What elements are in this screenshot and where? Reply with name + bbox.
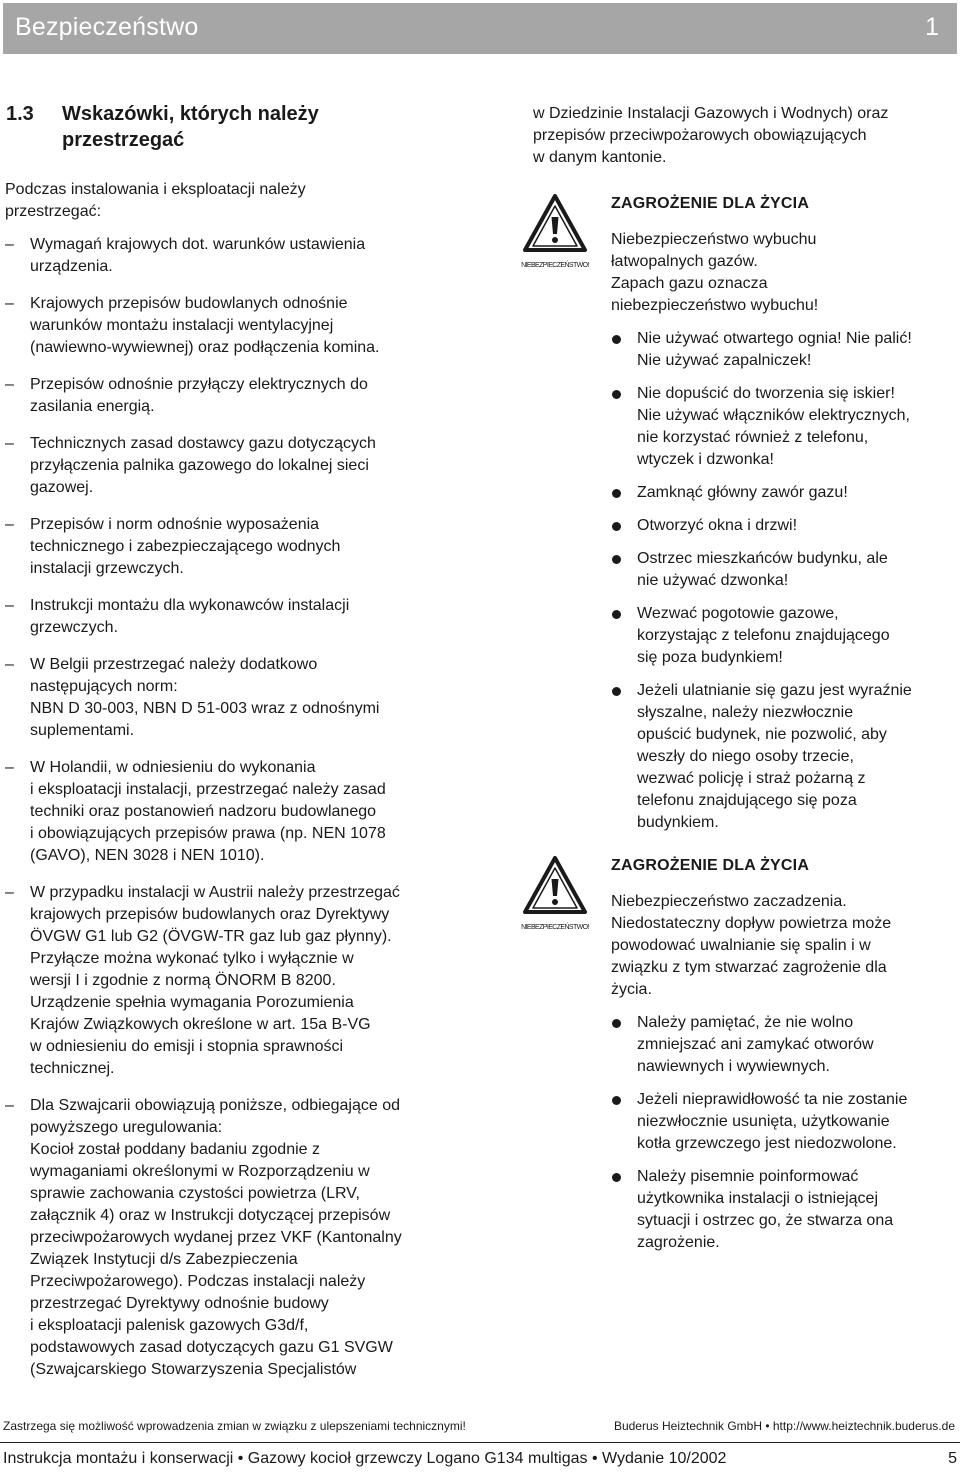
text-line: w Dziedzinie Instalacji Gazowych i Wodnych) oraz <box>533 105 889 122</box>
text-line: Jeżeli ulatnianie się gazu jest wyraźnie <box>637 682 912 699</box>
text-line: i eksploatacji palenisk gazowych G3d/f, <box>30 1317 309 1334</box>
dash-marker: – <box>5 295 14 312</box>
bullet-icon <box>612 522 621 531</box>
text-line: korzystając z telefonu znajdującego <box>637 627 890 644</box>
text-line: suplementami. <box>30 722 135 739</box>
text-line: Kocioł został poddany badaniu zgodnie z <box>30 1141 320 1158</box>
footer-note: Zastrzega się możliwość wprowadzenia zmian w związku z ulepszeniami technicznymi! <box>3 1419 466 1433</box>
text-line: Przepisów i norm odnośnie wyposażenia <box>30 516 320 533</box>
dash-marker: – <box>5 376 14 393</box>
instruction-text <box>637 517 797 534</box>
text-line: technicznego i zabezpieczającego wodnych <box>30 538 341 555</box>
chapter-number: 1 <box>925 13 939 41</box>
text-line: w odniesieniu do emisji i stopnia sprawności <box>30 1038 344 1055</box>
text-line: i eksploatacji instalacji, przestrzegać należy zasad <box>30 781 386 798</box>
text-line: wymaganiami określonymi w Rozporządzeniu w <box>30 1163 370 1180</box>
text-line: życia. <box>611 981 652 998</box>
text-line: następujących norm: <box>30 678 178 695</box>
text-line: Nie używać włączników elektrycznych, <box>637 407 910 424</box>
text-line: telefonu znajdującego się poza <box>637 792 857 809</box>
dash-marker: – <box>5 597 14 614</box>
text-line: Zapach gazu oznacza <box>611 275 768 292</box>
dash-marker: – <box>5 435 14 452</box>
text-line: Nie dopuścić do tworzenia się iskier! <box>637 385 895 402</box>
instruction-item <box>611 1089 951 1155</box>
text-line: Niedostateczny dopływ powietrza może <box>611 915 892 932</box>
requirement-text <box>30 884 400 1077</box>
text-line: Związek Instytucji d/s Zabezpieczenia <box>30 1251 298 1268</box>
text-line: Przepisów odnośnie przyłączy elektrycznych do <box>30 376 368 393</box>
text-line: kotła grzewczego jest niedozwolone. <box>637 1135 897 1152</box>
text-line: związku z tym stwarzać zagrożenie dla <box>611 959 887 976</box>
text-line: W Belgii przestrzegać należy dodatkowo <box>30 656 318 673</box>
instruction-item <box>611 548 951 592</box>
text-line: podstawowych zasad dotyczących gazu G1 SVGW <box>30 1339 393 1356</box>
text-line: powodować uwalnianie się spalin i w <box>611 937 871 954</box>
requirement-text <box>30 597 349 636</box>
dash-marker: – <box>5 759 14 776</box>
requirements-list <box>5 234 465 1396</box>
text-line: nie korzystać również z telefonu, <box>637 429 869 446</box>
text-line: Przyłącze można wykonać tylko i wyłącznie w <box>30 950 354 967</box>
requirement-text <box>30 295 380 356</box>
bullet-icon <box>612 1173 621 1182</box>
footer-document-title: Instrukcja montażu i konserwacji • Gazowy kocioł grzewczy Logano G134 multigas • Wydanie 10/2002 <box>3 1450 727 1467</box>
text-line: Krajowych przepisów budowlanych odnośnie <box>30 295 348 312</box>
requirement-text <box>30 516 340 577</box>
requirement-item <box>5 293 465 359</box>
text-line: (GAVO), NEN 3028 i NEN 1010). <box>30 847 265 864</box>
instruction-item <box>611 482 951 504</box>
danger-sign-label: NIEBEZPIECZEŃSTWO! <box>521 924 589 931</box>
continued-text <box>533 103 953 169</box>
text-line: sprawie zachowania czystości powietrza (LRV, <box>30 1185 360 1202</box>
danger-sign <box>515 855 595 939</box>
warning-triangle-icon <box>522 855 588 915</box>
text-line: Otworzyć okna i drzwi! <box>637 517 798 534</box>
text-line: przyłączenia palnika gazowego do lokalnej sieci <box>30 457 369 474</box>
dash-marker: – <box>5 516 14 533</box>
warning-triangle-icon <box>522 193 588 253</box>
text-line: w danym kantonie. <box>533 149 667 166</box>
text-line: sytuacji i ostrzec go, że stwarza ona <box>637 1212 894 1229</box>
instruction-item <box>611 515 951 537</box>
requirement-item <box>5 882 465 1080</box>
bullet-icon <box>612 610 621 619</box>
requirement-text <box>30 435 376 496</box>
dash-marker: – <box>5 1097 14 1114</box>
chapter-header-bar <box>3 3 957 54</box>
bullet-icon <box>612 687 621 696</box>
dash-marker: – <box>5 884 14 901</box>
text-line: weszły do niego osoby trzecie, <box>637 748 854 765</box>
warning-title: ZAGROŻENIE DLA ŻYCIA <box>611 857 810 874</box>
text-line: Należy pamiętać, że nie wolno <box>637 1014 854 1031</box>
footer-company: Buderus Heiztechnik GmbH • http://www.heiztechnik.buderus.de <box>613 1419 955 1433</box>
text-line: nawiewnych i wywiewnych. <box>637 1058 830 1075</box>
requirement-item <box>5 757 465 867</box>
text-line: wtyczek i dzwonka! <box>637 451 774 468</box>
instruction-item <box>611 383 951 471</box>
text-line: ÖVGW G1 lub G2 (ÖVGW-TR gaz lub gaz płynny). <box>30 928 392 945</box>
text-line: technicznej. <box>30 1060 115 1077</box>
text-line: NBN D 30-003, NBN D 51-003 wraz z odnośnymi <box>30 700 380 717</box>
text-line: przeciwpożarowych wydanej przez VKF (Kantonalny <box>30 1229 402 1246</box>
text-line: zmniejszać ani zamykać otworów <box>637 1036 874 1053</box>
text-line: (Szwajcarskiego Stowarzyszenia Specjalistów <box>30 1361 357 1378</box>
text-line: słyszalne, należy niezwłocznie <box>637 704 854 721</box>
instruction-item <box>611 1166 951 1254</box>
text-line: załącznik 4) oraz w Instrukcji dotyczącej przepisów <box>30 1207 391 1224</box>
instruction-text <box>637 385 910 468</box>
text-line: warunków montażu instalacji wentylacyjnej <box>30 317 334 334</box>
text-line: budynkiem. <box>637 814 719 831</box>
text-line: Instrukcji montażu dla wykonawców instalacji <box>30 597 350 614</box>
text-line: Niebezpieczeństwo wybuchu <box>611 231 817 248</box>
instruction-text <box>637 1014 874 1075</box>
requirement-text <box>30 236 365 275</box>
danger-sign-label: NIEBEZPIECZEŃSTWO! <box>521 262 589 269</box>
dash-marker: – <box>5 656 14 673</box>
instruction-item <box>611 328 951 372</box>
requirement-text <box>30 759 386 864</box>
requirement-item <box>5 234 465 278</box>
requirement-item <box>5 654 465 742</box>
instruction-text <box>637 1168 893 1251</box>
danger-sign <box>515 193 595 277</box>
text-line: Jeżeli nieprawidłowość ta nie zostanie <box>637 1091 908 1108</box>
text-line: Nie używać otwartego ognia! Nie palić! <box>637 330 912 347</box>
text-line: nie używać dzwonka! <box>637 572 789 589</box>
instruction-text <box>637 550 888 589</box>
requirement-text <box>30 1097 402 1378</box>
instruction-list <box>611 328 951 834</box>
requirement-item <box>5 514 465 580</box>
text-line: Wymagań krajowych dot. warunków ustawienia <box>30 236 366 253</box>
text-line: wersji I i zgodnie z normą ÖNORM B 8200. <box>30 972 336 989</box>
text-line: Niebezpieczeństwo zaczadzenia. <box>611 893 847 910</box>
text-line: przepisów przeciwpożarowych obowiązujących <box>533 127 867 144</box>
chapter-title: Bezpieczeństwo <box>15 13 199 41</box>
intro-text: Podczas instalowania i eksploatacji należy przestrzegać: <box>5 181 306 220</box>
text-line: użytkownika instalacji o istniejącej <box>637 1190 878 1207</box>
bullet-icon <box>612 335 621 344</box>
bullet-icon <box>612 390 621 399</box>
requirement-item <box>5 433 465 499</box>
instruction-item <box>611 603 951 669</box>
text-line: Nie używać zapalniczek! <box>637 352 812 369</box>
section-number: 1.3 <box>6 103 34 125</box>
text-line: Ostrzec mieszkańców budynku, ale <box>637 550 888 567</box>
warning-title: ZAGROŻENIE DLA ŻYCIA <box>611 195 810 212</box>
page-number: 5 <box>948 1450 957 1467</box>
bullet-icon <box>612 1096 621 1105</box>
text-line: Wezwać pogotowie gazowe, <box>637 605 839 622</box>
text-line: Zamknąć główny zawór gazu! <box>637 484 848 501</box>
bullet-icon <box>612 1019 621 1028</box>
instruction-text <box>637 1091 907 1152</box>
requirement-item <box>5 1095 465 1381</box>
text-line: W Holandii, w odniesieniu do wykonania <box>30 759 316 776</box>
text-line: (nawiewno-wywiewnej) oraz podłączenia komina. <box>30 339 380 356</box>
text-line: łatwopalnych gazów. <box>611 253 758 270</box>
text-line: Technicznych zasad dostawcy gazu dotyczących <box>30 435 376 452</box>
text-line: Należy pisemnie poinformować <box>637 1168 859 1185</box>
text-line: niezwłocznie usunięta, użytkowanie <box>637 1113 890 1130</box>
bullet-icon <box>612 489 621 498</box>
text-line: zagrożenie. <box>637 1234 720 1251</box>
instruction-text <box>637 330 912 369</box>
text-line: przestrzegać Dyrektywy odnośnie budowy <box>30 1295 329 1312</box>
footer-divider <box>0 1442 960 1443</box>
warning-body <box>611 193 951 845</box>
text-line: Przeciwpożarowego). Podczas instalacji należy <box>30 1273 366 1290</box>
instruction-list <box>611 1012 951 1254</box>
text-line: instalacji grzewczych. <box>30 560 184 577</box>
text-line: niebezpieczeństwo wybuchu! <box>611 297 819 314</box>
text-line: zasilania energią. <box>30 398 155 415</box>
requirement-text <box>30 376 368 415</box>
text-line: Urządzenie spełnia wymagania Porozumienia <box>30 994 354 1011</box>
instruction-item <box>611 680 951 834</box>
requirement-item <box>5 595 465 639</box>
text-line: grzewczych. <box>30 619 119 636</box>
requirement-item <box>5 374 465 418</box>
instruction-text <box>637 605 890 666</box>
text-line: i obowiązujących przepisów prawa (np. NEN 1078 <box>30 825 386 842</box>
instruction-item <box>611 1012 951 1078</box>
instruction-text <box>637 484 848 501</box>
section-title: Wskazówki, których należy przestrzegać <box>62 103 319 151</box>
warning-description <box>611 229 951 317</box>
text-line: techniki oraz postanowień nadzoru budowlanego <box>30 803 377 820</box>
instruction-text <box>637 682 912 831</box>
text-line: Krajów Związkowych określone w art. 15a B-VG <box>30 1016 371 1033</box>
text-line: gazowej. <box>30 479 94 496</box>
text-line: Dla Szwajcarii obowiązują poniższe, odbiegające od <box>30 1097 400 1114</box>
text-line: wezwać policję i straż pożarną z <box>637 770 866 787</box>
text-line: opuścić budynek, nie pozwolić, aby <box>637 726 887 743</box>
text-line: się poza budynkiem! <box>637 649 783 666</box>
dash-marker: – <box>5 236 14 253</box>
warning-body <box>611 855 951 1265</box>
text-line: powyższego uregulowania: <box>30 1119 223 1136</box>
text-line: krajowych przepisów budowlanych oraz Dyrektywy <box>30 906 390 923</box>
text-line: W przypadku instalacji w Austrii należy przestrzegać <box>30 884 400 901</box>
warning-description <box>611 891 951 1001</box>
requirement-text <box>30 656 379 739</box>
bullet-icon <box>612 555 621 564</box>
text-line: urządzenia. <box>30 258 113 275</box>
